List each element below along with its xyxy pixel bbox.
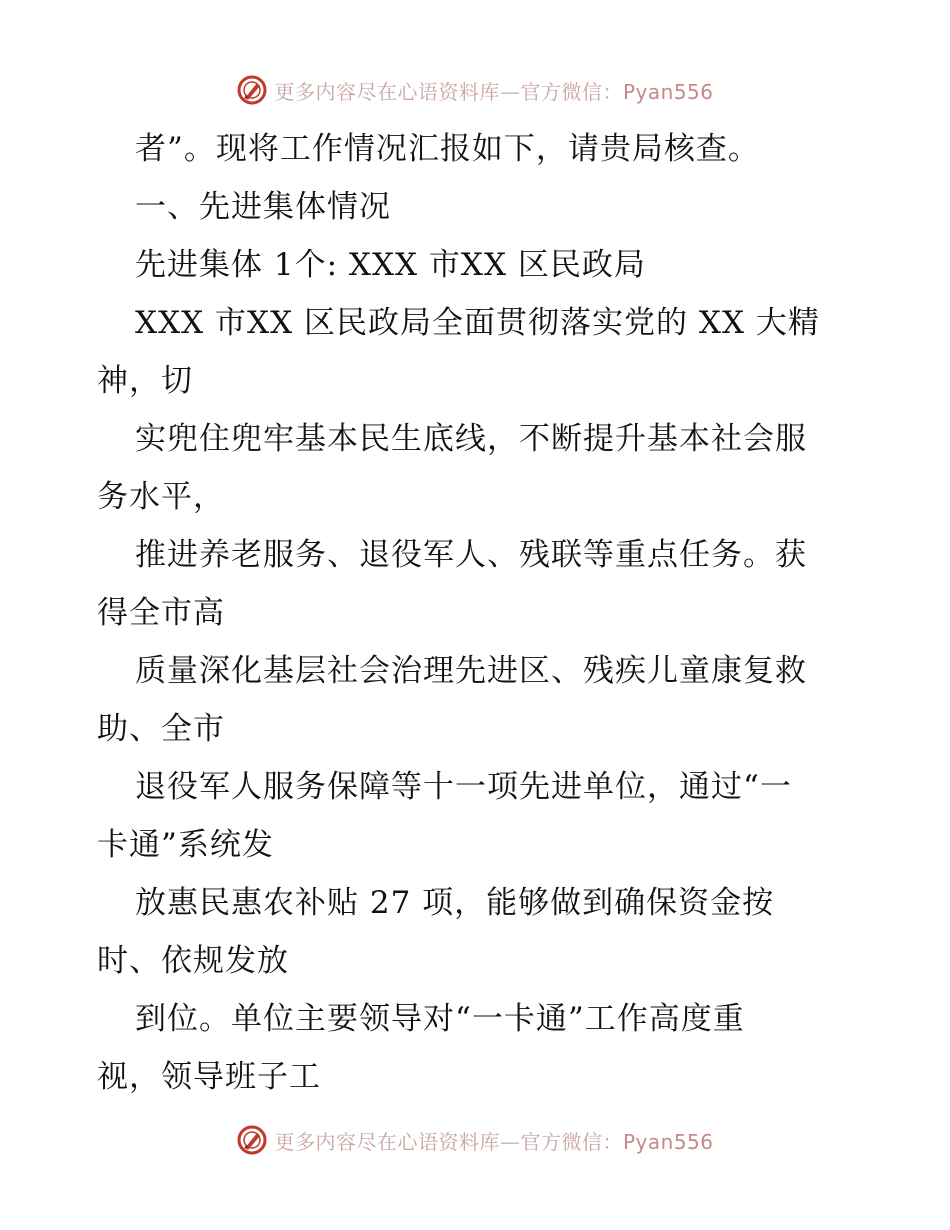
- separator: —: [499, 79, 521, 104]
- promo-text: 更多内容尽在心语资料库: [274, 1129, 500, 1154]
- watermark-text: [274, 1126, 713, 1155]
- text-line: 放惠民惠农补贴 27 项，能够做到确保资金按: [135, 885, 775, 921]
- text-line: 者”。现将工作情况汇报如下，请贵局核查。: [135, 131, 760, 167]
- text-line: 得全市高: [97, 595, 225, 631]
- wechat-label: 官方微信：: [520, 1129, 623, 1154]
- footer-watermark-banner: [0, 1120, 950, 1160]
- text-line: 视，领导班子工: [97, 1059, 321, 1095]
- text-line: 质量深化基层社会治理先进区、残疾儿童康复救: [135, 653, 807, 689]
- text-line: 时、依规发放: [97, 943, 289, 979]
- text-line: 到位。单位主要领导对“一卡通”工作高度重: [135, 1001, 745, 1037]
- text-line: 先进集体 1个: XXX 市XX 区民政局: [135, 247, 646, 283]
- text-line: 务水平，: [97, 479, 225, 515]
- text-line: 推进养老服务、退役军人、残联等重点任务。获: [135, 537, 807, 573]
- document-body: [97, 120, 857, 1106]
- text-line: 助、全市: [97, 711, 225, 747]
- promo-text: 更多内容尽在心语资料库: [274, 79, 500, 104]
- wechat-label: 官方微信：: [520, 79, 623, 104]
- text-line: 实兜住兜牢基本民生底线，不断提升基本社会服: [135, 421, 807, 457]
- text-line: 一、先进集体情况: [135, 189, 391, 225]
- text-line: 退役军人服务保障等十一项先进单位，通过“一: [135, 769, 792, 805]
- pen-nib-circle-icon: [236, 1124, 268, 1156]
- text-line: XXX 市XX 区民政局全面贯彻落实党的 XX 大精: [135, 305, 820, 341]
- text-line: 卡通”系统发: [97, 827, 274, 863]
- watermark-text: [274, 76, 713, 105]
- text-line: 神，切: [97, 363, 193, 399]
- wechat-id: Pyan556: [622, 79, 714, 104]
- separator: —: [499, 1129, 521, 1154]
- header-watermark-banner: [0, 70, 950, 110]
- wechat-id: Pyan556: [622, 1129, 714, 1154]
- pen-nib-circle-icon: [236, 74, 268, 106]
